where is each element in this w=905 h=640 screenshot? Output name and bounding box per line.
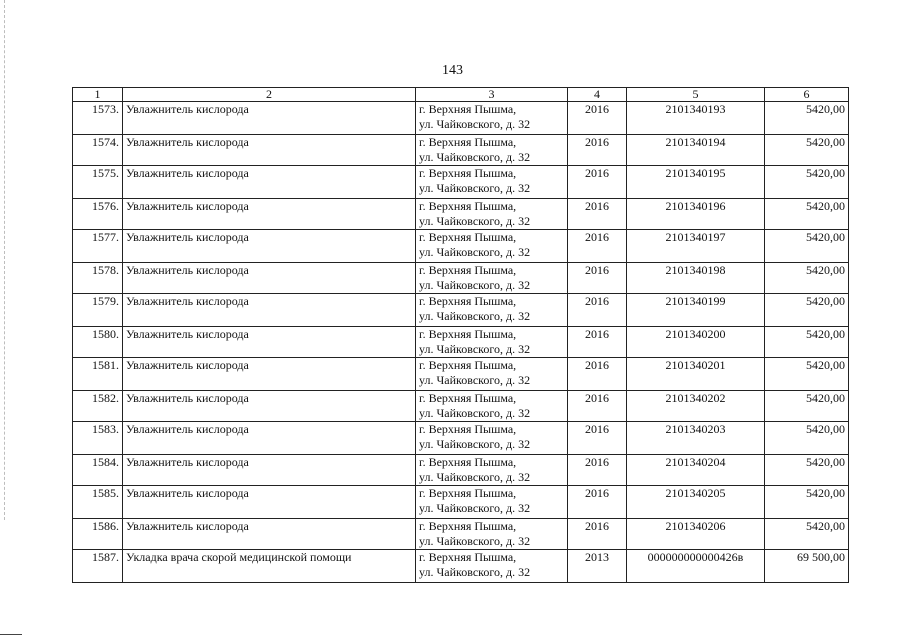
address-city: г. Верхняя Пышма, [419,519,517,533]
item-cost: 5420,00 [765,327,849,358]
table-row [73,455,849,486]
item-cost: 5420,00 [765,455,849,486]
item-address [416,455,568,486]
item-year: 2016 [568,519,627,550]
inventory-number: 2101340206 [627,519,765,550]
row-number: 1585. [73,486,123,519]
table-row [73,519,849,550]
inventory-number: 2101340199 [627,294,765,327]
table-row [73,263,849,294]
item-name: Увлажнитель кислорода [123,486,416,519]
row-number: 1587. [73,550,123,583]
inventory-number: 2101340204 [627,455,765,486]
inventory-number: 2101340201 [627,358,765,391]
item-name: Увлажнитель кислорода [123,135,416,166]
item-name: Увлажнитель кислорода [123,166,416,199]
address-street: ул. Чайковского, д. 32 [419,342,531,356]
column-header-6: 6 [765,88,849,102]
item-address [416,135,568,166]
table-row [73,391,849,422]
table-row [73,102,849,135]
item-cost: 5420,00 [765,358,849,391]
table-row [73,199,849,230]
inventory-number: 2101340194 [627,135,765,166]
item-year: 2016 [568,422,627,455]
item-address [416,358,568,391]
item-cost: 5420,00 [765,294,849,327]
table-row [73,550,849,583]
column-number-row [73,88,849,102]
item-name: Увлажнитель кислорода [123,358,416,391]
item-cost: 5420,00 [765,486,849,519]
column-header-5: 5 [627,88,765,102]
item-cost: 69 500,00 [765,550,849,583]
item-name: Увлажнитель кислорода [123,391,416,422]
row-number: 1580. [73,327,123,358]
scan-edge-mark [0,634,22,635]
inventory-number: 2101340203 [627,422,765,455]
item-address [416,166,568,199]
column-header-4: 4 [568,88,627,102]
item-cost: 5420,00 [765,102,849,135]
item-address [416,422,568,455]
address-city: г. Верхняя Пышма, [419,166,517,180]
inventory-number: 2101340197 [627,230,765,263]
inventory-number: 2101340196 [627,199,765,230]
item-cost: 5420,00 [765,263,849,294]
address-city: г. Верхняя Пышма, [419,199,517,213]
address-city: г. Верхняя Пышма, [419,455,517,469]
inventory-table [72,87,849,583]
table-row [73,230,849,263]
inventory-number: 2101340195 [627,166,765,199]
item-year: 2016 [568,102,627,135]
item-address [416,230,568,263]
address-city: г. Верхняя Пышма, [419,486,517,500]
inventory-number: 2101340198 [627,263,765,294]
address-street: ул. Чайковского, д. 32 [419,534,531,548]
row-number: 1583. [73,422,123,455]
address-street: ул. Чайковского, д. 32 [419,117,531,131]
item-cost: 5420,00 [765,166,849,199]
item-name: Увлажнитель кислорода [123,422,416,455]
row-number: 1576. [73,199,123,230]
row-number: 1582. [73,391,123,422]
item-year: 2016 [568,199,627,230]
item-cost: 5420,00 [765,230,849,263]
item-name: Увлажнитель кислорода [123,230,416,263]
address-city: г. Верхняя Пышма, [419,135,517,149]
item-year: 2016 [568,391,627,422]
inventory-number: 2101340193 [627,102,765,135]
item-cost: 5420,00 [765,391,849,422]
table-body [73,102,849,583]
address-city: г. Верхняя Пышма, [419,102,517,116]
item-name: Увлажнитель кислорода [123,327,416,358]
address-city: г. Верхняя Пышма, [419,327,517,341]
item-address [416,199,568,230]
item-year: 2013 [568,550,627,583]
item-name: Увлажнитель кислорода [123,455,416,486]
table-row [73,358,849,391]
table-row [73,486,849,519]
item-year: 2016 [568,294,627,327]
item-year: 2016 [568,230,627,263]
item-name: Увлажнитель кислорода [123,294,416,327]
inventory-number: 2101340202 [627,391,765,422]
item-address [416,102,568,135]
column-header-3: 3 [416,88,568,102]
item-name: Увлажнитель кислорода [123,519,416,550]
address-city: г. Верхняя Пышма, [419,422,517,436]
table-row [73,166,849,199]
address-city: г. Верхняя Пышма, [419,550,517,564]
address-street: ул. Чайковского, д. 32 [419,181,531,195]
row-number: 1575. [73,166,123,199]
item-address [416,391,568,422]
address-street: ул. Чайковского, д. 32 [419,278,531,292]
address-city: г. Верхняя Пышма, [419,391,517,405]
row-number: 1584. [73,455,123,486]
item-cost: 5420,00 [765,519,849,550]
item-year: 2016 [568,263,627,294]
address-street: ул. Чайковского, д. 32 [419,245,531,259]
address-street: ул. Чайковского, д. 32 [419,309,531,323]
column-header-1: 1 [73,88,123,102]
item-address [416,327,568,358]
table-row [73,422,849,455]
row-number: 1579. [73,294,123,327]
address-city: г. Верхняя Пышма, [419,294,517,308]
address-street: ул. Чайковского, д. 32 [419,470,531,484]
item-cost: 5420,00 [765,135,849,166]
item-name: Укладка врача скорой медицинской помощи [123,550,416,583]
row-number: 1573. [73,102,123,135]
item-address [416,519,568,550]
address-street: ул. Чайковского, д. 32 [419,150,531,164]
row-number: 1581. [73,358,123,391]
address-street: ул. Чайковского, д. 32 [419,437,531,451]
table-row [73,135,849,166]
row-number: 1574. [73,135,123,166]
item-cost: 5420,00 [765,422,849,455]
item-name: Увлажнитель кислорода [123,199,416,230]
address-street: ул. Чайковского, д. 32 [419,501,531,515]
inventory-number: 2101340205 [627,486,765,519]
address-city: г. Верхняя Пышма, [419,263,517,277]
address-city: г. Верхняя Пышма, [419,230,517,244]
item-name: Увлажнитель кислорода [123,102,416,135]
table-row [73,294,849,327]
item-name: Увлажнитель кислорода [123,263,416,294]
page-number: 143 [442,63,463,78]
item-address [416,263,568,294]
item-year: 2016 [568,358,627,391]
address-street: ул. Чайковского, д. 32 [419,373,531,387]
column-header-2: 2 [123,88,416,102]
row-number: 1586. [73,519,123,550]
inventory-number: 000000000000426в [627,550,765,583]
address-street: ул. Чайковского, д. 32 [419,565,531,579]
item-year: 2016 [568,135,627,166]
address-street: ул. Чайковского, д. 32 [419,406,531,420]
inventory-number: 2101340200 [627,327,765,358]
item-address [416,550,568,583]
table-row [73,327,849,358]
item-year: 2016 [568,455,627,486]
item-address [416,294,568,327]
row-number: 1577. [73,230,123,263]
item-address [416,486,568,519]
item-cost: 5420,00 [765,199,849,230]
item-year: 2016 [568,166,627,199]
row-number: 1578. [73,263,123,294]
item-year: 2016 [568,327,627,358]
item-year: 2016 [568,486,627,519]
address-city: г. Верхняя Пышма, [419,358,517,372]
address-street: ул. Чайковского, д. 32 [419,214,531,228]
